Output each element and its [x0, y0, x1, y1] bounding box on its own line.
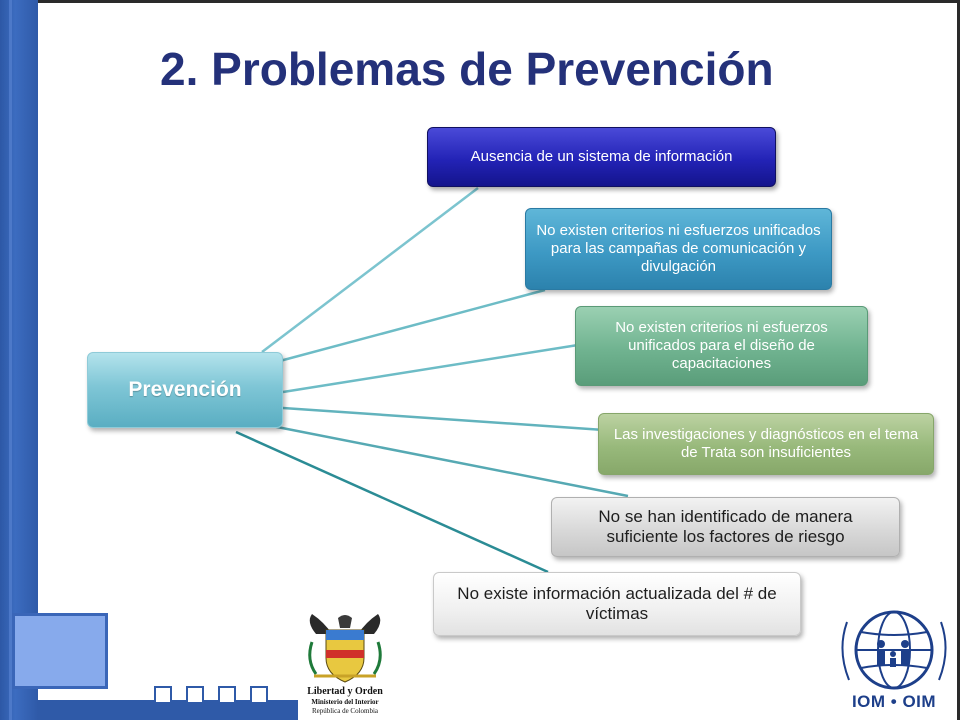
iom-logo [835, 608, 953, 718]
connector-n1 [262, 188, 478, 352]
colombia-motto: Libertad y Orden [307, 686, 383, 697]
connector-n6 [236, 432, 548, 572]
colombia-coat-of-arms-icon [302, 612, 388, 686]
node-sistema-informacion: Ausencia de un sistema de información [427, 127, 776, 187]
connector-n2 [276, 290, 545, 362]
node-investigaciones: Las investigaciones y diagnósticos en el tema de Trata son insuficientes [598, 413, 934, 475]
node-capacitaciones: No existen criterios ni esfuerzos unificados para el diseño de capacitaciones [575, 306, 868, 386]
hub-node: Prevención [87, 352, 283, 428]
connector-n3 [283, 345, 578, 392]
colombia-logo [302, 612, 388, 718]
colombia-ministry: Ministerio del Interior [311, 698, 379, 706]
iom-logo-text: IOM • OIM [851, 692, 937, 711]
page-title: 2. Problemas de Prevención [160, 43, 774, 95]
iom-globe-icon [835, 608, 953, 692]
connector-n5 [272, 426, 628, 496]
colombia-country: República de Colombia [311, 707, 379, 715]
node-campanas: No existen criterios ni esfuerzos unificados para las campañas de comunicación y divulgación [525, 208, 832, 290]
node-factores-riesgo: No se han identificado de manera suficiente los factores de riesgo [551, 497, 900, 557]
connector-n4 [283, 408, 604, 430]
node-victimas: No existe información actualizada del # de víctimas [433, 572, 801, 636]
